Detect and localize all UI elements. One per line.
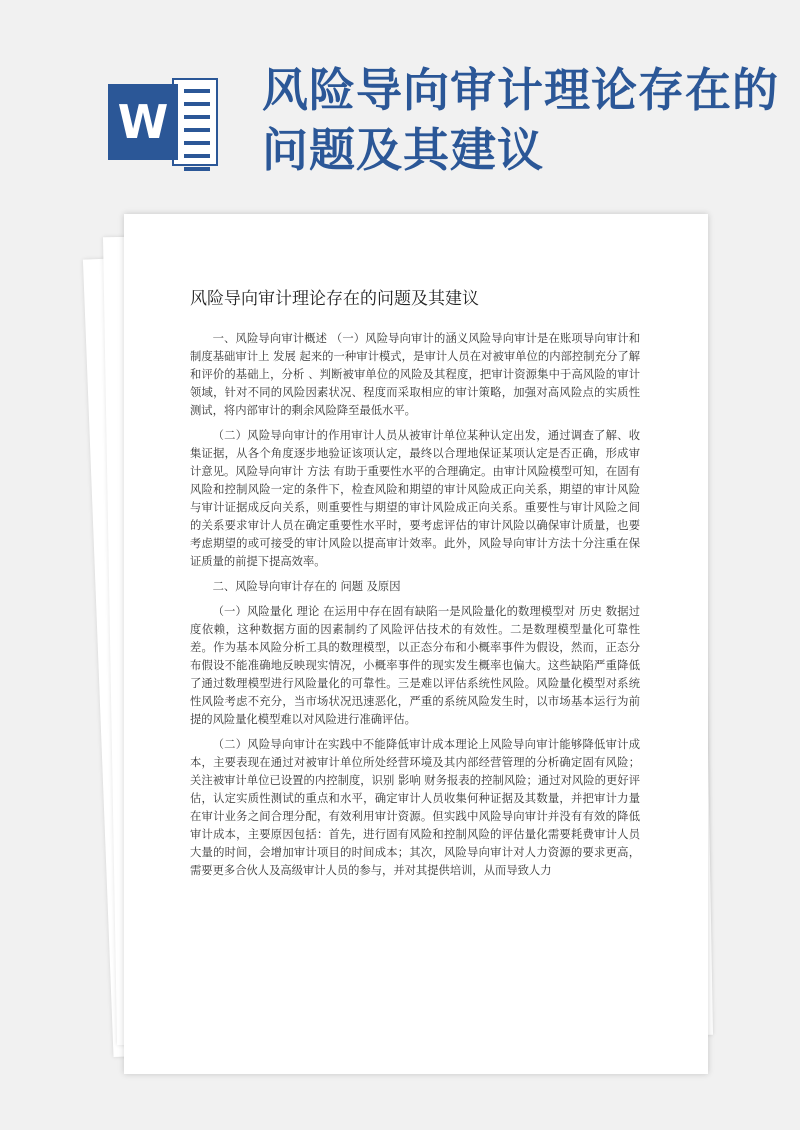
page-title: 风险导向审计理论存在的问题及其建议 <box>262 63 779 177</box>
paragraph: （一）风险量化 理论 在运用中存在固有缺陷一是风险量化的数理模型对 历史 数据过度依赖，这种数据方面的因素制约了风险评估技术的有效性。二是数理模型量化可靠性差。作为基本风险分析工具的数理模型，以正态分布和小概率事件为假设，然而，正态分布假设不能准确地反映现实情况，小概率事件的现实发生概率也偏大。这些缺陷严重降低了通过数理模型进行风险量化的可靠性。三是难以评估系统性风险。风险量化模型对系统性风险考虑不充分，当市场状况迅速恶化，严重的系统风险发生时，以市场基本运行为前提的风险量化模型难以对风险进行准确评估。 <box>190 605 640 726</box>
document-page <box>124 214 708 1074</box>
word-logo-letter: W <box>108 84 178 160</box>
paragraph: （二）风险导向审计在实践中不能降低审计成本理论上风险导向审计能够降低审计成本，主要表现在通过对被审计单位所处经营环境及其内部经营管理的分析确定固有风险；关注被审计单位已设置的内控制度，识别 影响 财务报表的控制风险；通过对风险的更好评估，认定实质性测试的重点和水平，确定审计人员收集何种证据及其数量，并把审计力量在审计业务之间合理分配，有效利用审计资源。但实践中风险导向审计并没有有效的降低审计成本，主要原因包括：首先，进行固有风险和控制风险的评估量化需要耗费审计人员大量的时间，会增加审计项目的时间成本；其次，风险导向审计对人力资源的要求更高，需要更多合伙人及高级审计人员的参与，并对其提供培训，从而导致人力 <box>190 738 640 877</box>
document-body <box>190 330 640 887</box>
word-document-icon <box>108 78 220 166</box>
document-title: 风险导向审计理论存在的问题及其建议 <box>190 289 479 309</box>
paragraph: （二）风险导向审计的作用审计人员从被审计单位某种认定出发，通过调查了解、收集证据，从各个角度逐步地验证该项认定，最终以合理地保证某项认定是否正确，形成审计意见。风险导向审计 方法 有助于重要性水平的合理确定。由审计风险模型可知，在固有风险和控制风险一定的条件下，检查风险和期望的审计风险成正向关系，期望的审计风险与审计证据成反向关系，则重要性与期望的审计风险成正向关系。重要性与审计风险之间的关系要求审计人员在确定重要性水平时，要考虑评估的审计风险以确保审计质量，也要考虑期望的或可接受的审计风险以提高审计效率。此外，风险导向审计方法十分注重在保证质量的前提下提高效率。 <box>190 429 640 568</box>
paragraph: 一、风险导向审计概述 （一）风险导向审计的涵义风险导向审计是在账项导向审计和制度基础审计上 发展 起来的一种审计模式，是审计人员在对被审单位的内部控制充分了解和评价的基础上，分析 、判断被审单位的风险及其程度，把审计资源集中于高风险的审计领域，针对不同的风险因素状况、程度而采取相应的审计策略，加强对高风险点的实质性测试，将内部审计的剩余风险降至最低水平。 <box>190 332 640 417</box>
document-lines-icon <box>172 78 218 166</box>
section-heading: 二、风险导向审计存在的 问题 及原因 <box>212 580 401 593</box>
